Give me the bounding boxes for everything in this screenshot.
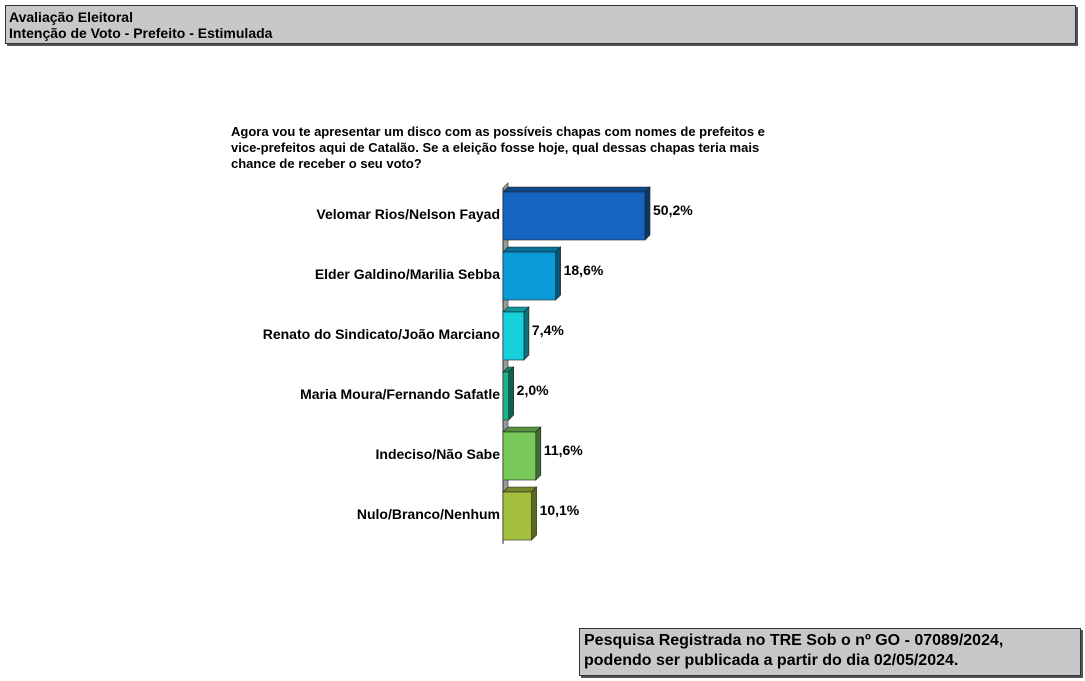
bar-3 [503, 372, 509, 420]
registration-line-2: podendo ser publicada a partir do dia 02/05/2024. [584, 652, 959, 669]
registration-note [579, 628, 1081, 676]
bar-top-4 [503, 427, 541, 432]
value-label-3: 2,0% [516, 382, 549, 398]
question-line-3: chance de receber o seu voto? [231, 156, 422, 171]
value-label-2: 7,4% [531, 322, 564, 338]
value-label-0: 50,2% [653, 202, 693, 218]
bar-top-5 [503, 487, 537, 492]
category-label-3: Maria Moura/Fernando Safatle [300, 386, 500, 402]
question-line-2: vice-prefeitos aqui de Catalão. Se a eleição fosse hoje, qual dessas chapas teria mais [231, 140, 760, 155]
category-label-5: Nulo/Branco/Nenhum [356, 506, 500, 522]
category-label-1: Elder Galdino/Marilia Sebba [314, 266, 500, 282]
category-label-0: Velomar Rios/Nelson Fayad [316, 206, 500, 222]
registration-line-1: Pesquisa Registrada no TRE Sob o nº GO - 07089/2024, [584, 632, 1004, 649]
bar-top-1 [503, 247, 561, 252]
bar-side-2 [524, 307, 529, 360]
question-line-1: Agora vou te apresentar um disco com as possíveis chapas com nomes de prefeitos e [231, 124, 765, 139]
value-label-1: 18,6% [563, 262, 604, 278]
category-label-4: Indeciso/Não Sabe [375, 446, 500, 462]
bar-side-4 [536, 427, 541, 480]
bar-side-3 [509, 367, 514, 420]
bar-1 [503, 252, 556, 300]
bar-2 [503, 312, 524, 360]
category-label-2: Renato do Sindicato/João Marciano [262, 326, 500, 342]
value-label-4: 11,6% [543, 442, 583, 458]
bar-side-5 [532, 487, 537, 540]
bar-5 [503, 492, 532, 540]
report-subtitle: Intenção de Voto - Prefeito - Estimulada [9, 25, 273, 41]
bar-4 [503, 432, 536, 480]
bar-0 [503, 192, 645, 240]
bar-side-0 [645, 187, 650, 240]
report-title: Avaliação Eleitoral [9, 9, 133, 25]
bar-side-1 [556, 247, 561, 300]
value-label-5: 10,1% [539, 502, 580, 518]
bar-top-0 [503, 187, 650, 192]
